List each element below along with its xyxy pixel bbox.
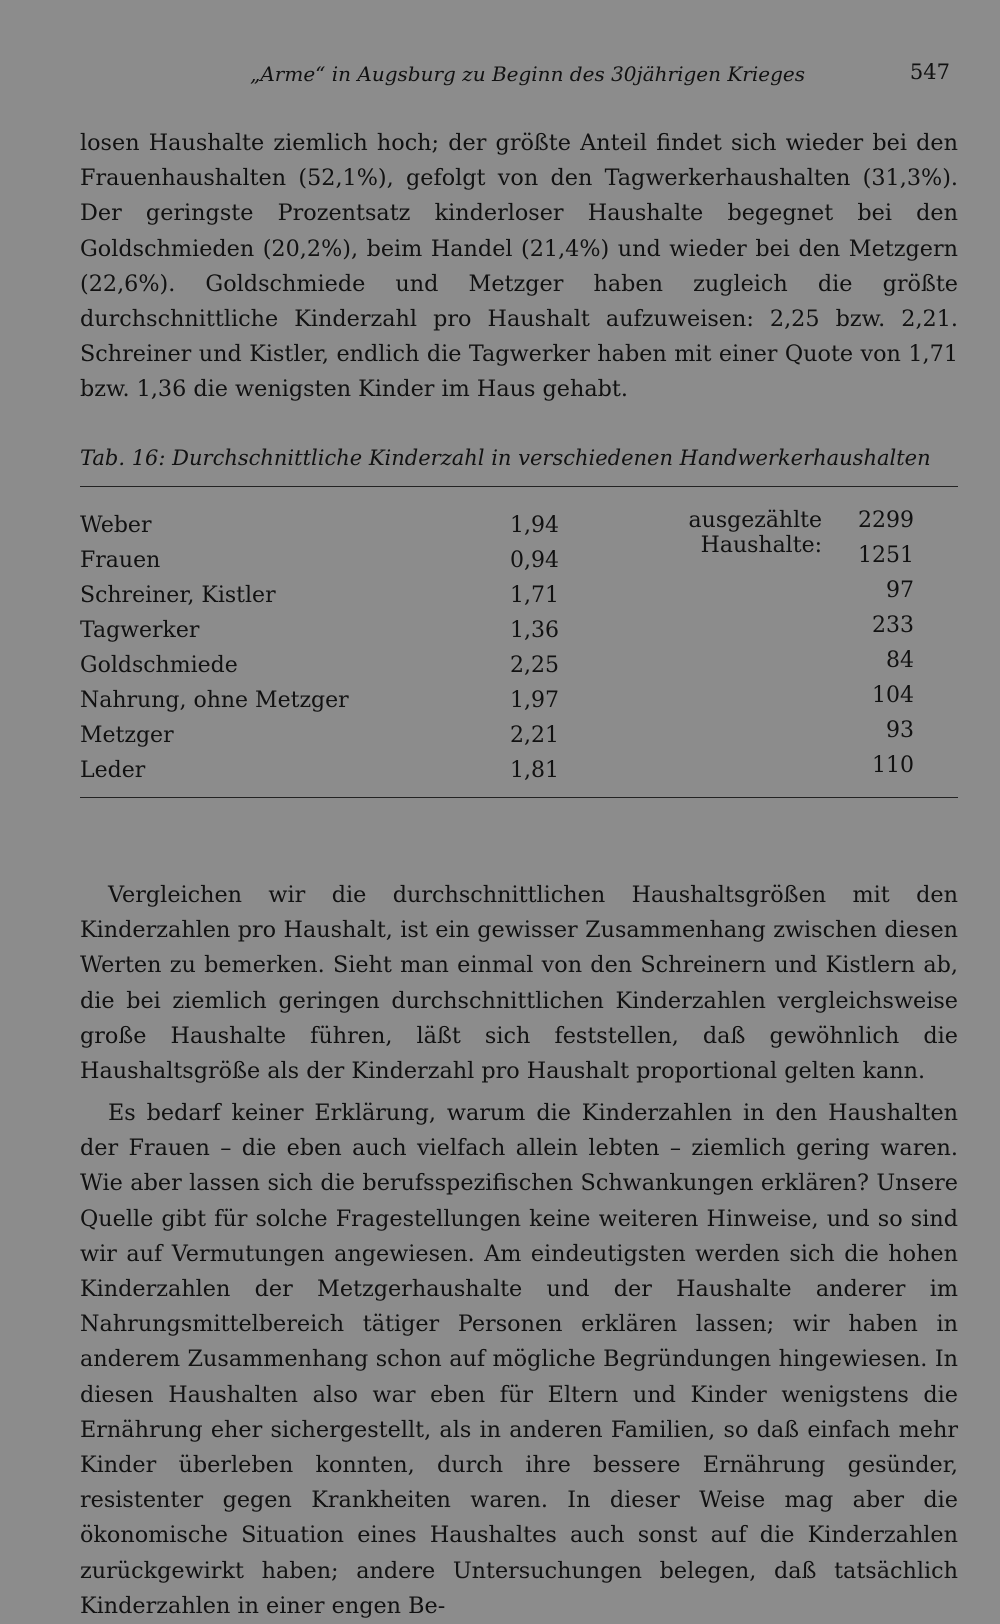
row-name: Frauen bbox=[80, 548, 161, 573]
row-average: 2,25 bbox=[510, 653, 559, 678]
row-count: 110 bbox=[872, 753, 914, 778]
row-name: Weber bbox=[80, 513, 152, 538]
row-count: 233 bbox=[872, 613, 914, 638]
row-name: Leder bbox=[80, 758, 146, 783]
row-count: 104 bbox=[872, 683, 914, 708]
row-name: Schreiner, Kistler bbox=[80, 583, 276, 608]
page-number: 547 bbox=[909, 60, 950, 84]
paragraph-2: Vergleichen wir die durchschnittlichen Haushaltsgrößen mit den Kinderzahlen pro Haushalt, ist ein gewisser Zusammenhang zwischen diesen Werten zu bemerken. Sieht man einmal von den Schreinern und Kistlern ab, die bei ziemlich geringen durchschnittlichen Kinderzahlen vergleichsweise große Haushalte führen, läßt sich feststellen, daß gewöhnlich die Haushaltsgröße als der Kinderzahl pro Haushalt proportional gelten kann. bbox=[80, 882, 958, 1085]
paragraph-1: losen Haushalte ziemlich hoch; der größte Anteil findet sich wieder bei den Frauenhaushalten (52,1%), gefolgt von den Tagwerkerhaushalten (31,3%). Der geringste Prozentsatz kinderloser Haushalte begegnet bei den Goldschmieden (20,2%), beim Handel (21,4%) und wieder bei den Metzgern (22,6%). Goldschmiede und Metzger haben zugleich die größte durchschnittliche Kinderzahl pro Haushalt aufzuweisen: 2,25 bzw. 2,21. Schreiner und Kistler, endlich die Tagwerker haben mit einer Quote von 1,71 bzw. 1,36 die wenigsten Kinder im Haus gehabt. bbox=[80, 130, 958, 403]
table-row bbox=[80, 753, 958, 793]
running-head bbox=[80, 58, 955, 92]
row-count: 84 bbox=[886, 648, 914, 673]
row-count: 97 bbox=[886, 578, 914, 603]
row-name: Metzger bbox=[80, 723, 174, 748]
row-name: Goldschmiede bbox=[80, 653, 238, 678]
row-name: Nahrung, ohne Metzger bbox=[80, 688, 349, 713]
running-title: „Arme“ in Augsburg zu Beginn des 30jährigen Krieges bbox=[250, 62, 805, 86]
row-count: 2299 bbox=[858, 508, 914, 533]
row-average: 0,94 bbox=[510, 548, 559, 573]
paragraph-3: Es bedarf keiner Erklärung, warum die Kinderzahlen in den Haushalten der Frauen – die eben auch vielfach allein lebten – ziemlich gering waren. Wie aber lassen sich die berufsspezifischen Schwankungen erklären? Unsere Quelle gibt für solche Fragestellungen keine weiteren Hinweise, und so sind wir auf Vermutungen angewiesen. Am eindeutigsten werden sich die hohen Kinderzahlen der Metzgerhaushalte und der Haushalte anderer im Nahrungsmittelbereich tätiger Personen erklären lassen; wir haben in anderem Zusammenhang schon auf mögliche Begründungen hingewiesen. In diesen Haushalten also war eben für Eltern und Kinder wenigstens die Ernährung eher sichergestellt, als in anderen Familien, so daß einfach mehr Kinder überleben konnten, durch ihre bessere Ernährung gesünder, resistenter gegen Krankheiten waren. In dieser Weise mag aber die ökonomische Situation eines Haushaltes auch sonst auf die Kinderzahlen zurückgewirkt haben; andere Untersuchungen belegen, daß tatsächlich Kinderzahlen in einer engen Be- bbox=[80, 1100, 958, 1619]
row-average: 1,36 bbox=[510, 618, 559, 643]
row-average: 1,94 bbox=[510, 513, 559, 538]
row-count: 93 bbox=[886, 718, 914, 743]
count-label: ausgezählte Haushalte: bbox=[688, 508, 822, 558]
row-name: Tagwerker bbox=[80, 618, 200, 643]
row-average: 1,97 bbox=[510, 688, 559, 713]
row-count: 1251 bbox=[858, 543, 914, 568]
table-caption: Tab. 16: Durchschnittliche Kinderzahl in verschiedenen Handwerkerhaushalten bbox=[80, 446, 931, 470]
table-bottom-rule bbox=[80, 797, 958, 798]
row-average: 2,21 bbox=[510, 723, 559, 748]
row-average: 1,81 bbox=[510, 758, 559, 783]
table-top-rule bbox=[80, 486, 958, 487]
row-average: 1,71 bbox=[510, 583, 559, 608]
